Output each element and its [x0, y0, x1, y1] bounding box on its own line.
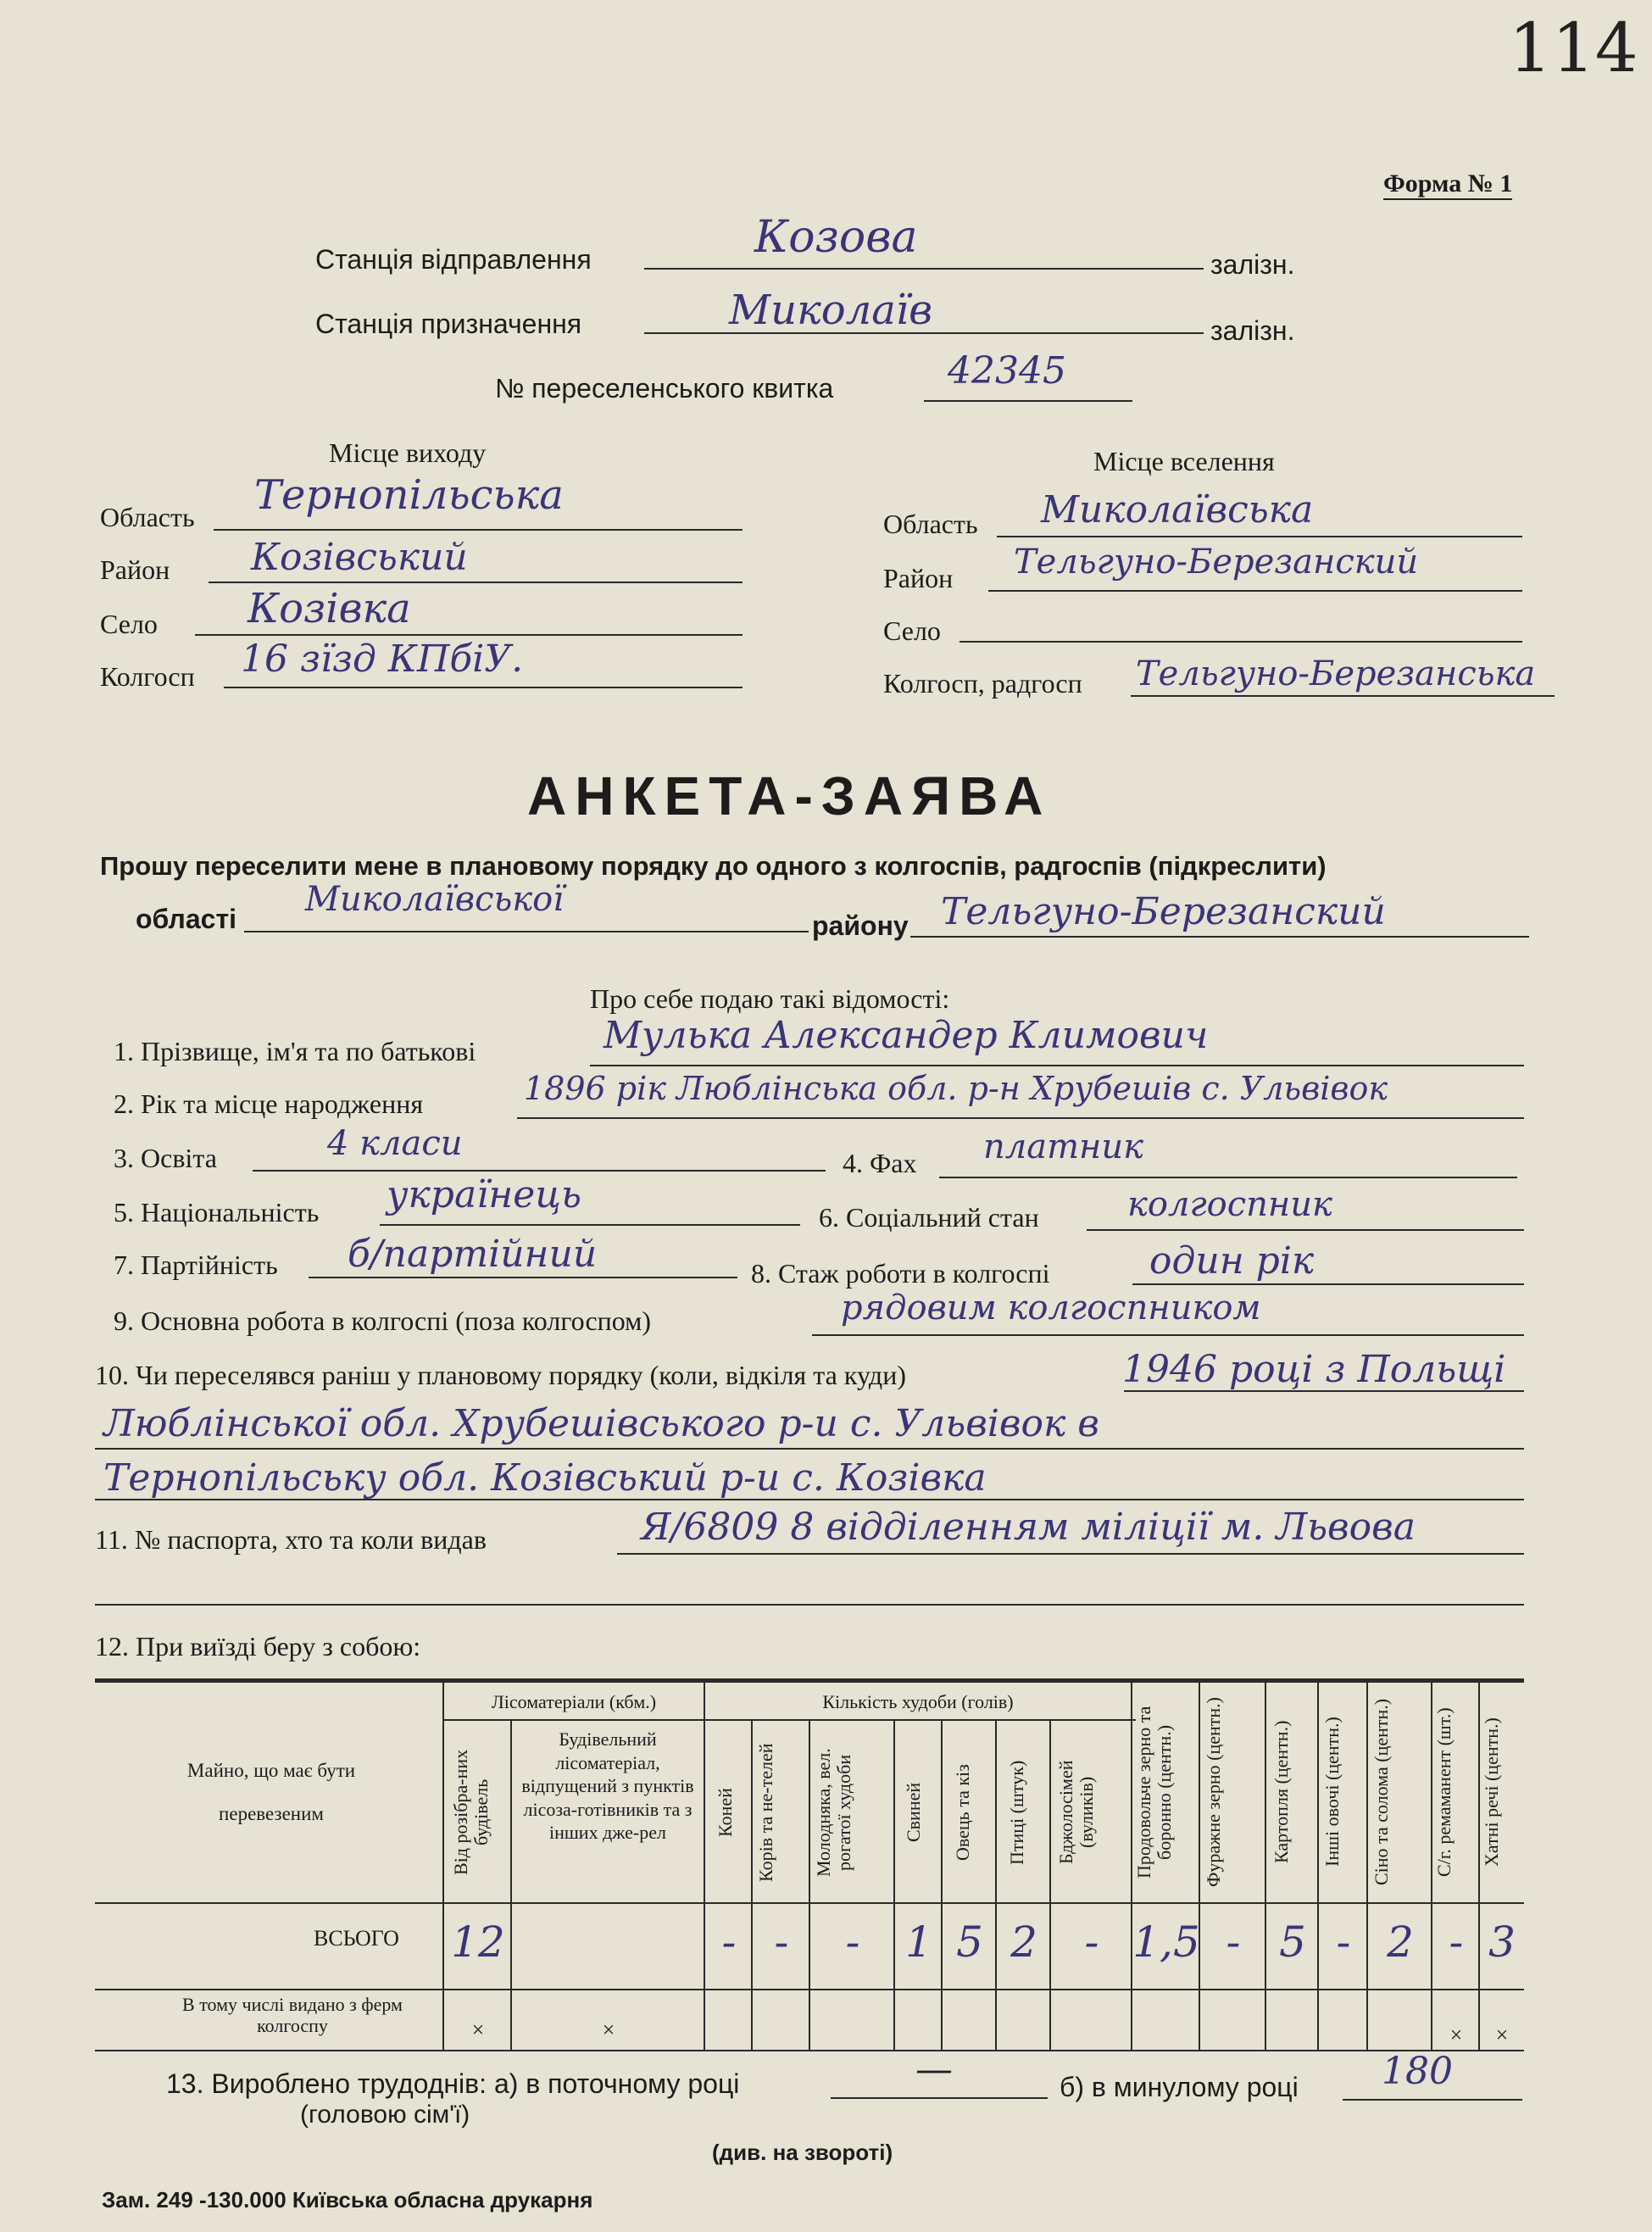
table-top-border	[95, 1678, 1524, 1683]
see-back-note: (див. на звороті)	[712, 2140, 893, 2165]
field-2-value: 1896 рік Люблінська обл. р-н Хрубешів с. Ульвівок	[524, 1070, 1388, 1107]
destination-raion-value: Тельгуно-Березанский	[1014, 543, 1419, 582]
field-2-label: 2. Рік та місце народження	[114, 1088, 424, 1119]
issued-mark-15: ×	[1449, 2023, 1463, 2047]
field-2-line	[517, 1117, 1524, 1119]
total-value-5: -	[845, 1918, 860, 1967]
request-oblast-label: області	[136, 904, 236, 934]
field-8-label: 8. Стаж роботи в колгоспі	[751, 1258, 1050, 1289]
origin-kolhosp-line	[224, 687, 743, 688]
field-11-label: 11. № паспорта, хто та коли видав	[95, 1524, 487, 1555]
col-food-grain-header: Продовольче зерно та боронно (центн.)	[1133, 1706, 1176, 1879]
destination-kolhosp-value: Тельгуно-Березанська	[1136, 654, 1536, 693]
col-divider-5	[809, 1721, 810, 2050]
col-horses-header: Коней	[715, 1788, 736, 1837]
field-11-value: Я/6809 8 відділенням міліції м. Львова	[641, 1506, 1416, 1549]
origin-raion-label: Район	[100, 554, 170, 585]
ticket-value: 42345	[948, 349, 1066, 392]
field-10-line-1	[1124, 1390, 1524, 1392]
workdays-prev-label: б) в минулому році	[1060, 2072, 1299, 2102]
col-divider-3	[704, 1680, 705, 2050]
field-7-value: б/партійний	[348, 1233, 598, 1276]
col-divider-1	[442, 1680, 444, 2050]
issued-mark-16: ×	[1495, 2023, 1509, 2047]
field-9-label: 9. Основна робота в колгоспі (поза колгоспом)	[114, 1305, 652, 1336]
field-6-label: 6. Соціальний стан	[819, 1202, 1039, 1233]
total-value-6: 1	[905, 1918, 932, 1967]
field-9-line	[812, 1334, 1524, 1336]
origin-raion-value: Козівський	[251, 536, 468, 579]
col-dismantled-header: Від розібра-них будівель	[450, 1749, 492, 1876]
issued-mark-1: ×	[471, 2018, 485, 2042]
field-8-value: один рік	[1149, 1239, 1315, 1283]
col-veg-header: Інші овочі (центн.)	[1321, 1717, 1343, 1867]
col-fodder-header: Фуражне зерно (центн.)	[1203, 1697, 1224, 1887]
field-6-value: колгоспник	[1127, 1185, 1332, 1224]
field-10-value-3: Тернопільську обл. Козівський р-и с. Козівка	[103, 1456, 987, 1500]
col-bees-header: Бджолосімей (вуликів)	[1055, 1760, 1098, 1865]
origin-title: Місце виходу	[329, 437, 487, 468]
field-6-line	[1087, 1229, 1524, 1231]
col-divider-13	[1317, 1680, 1319, 2050]
col-hay-header: Сіно та солома (центн.)	[1371, 1698, 1392, 1886]
total-value-3: -	[721, 1918, 737, 1967]
field-10-value-1: 1946 році з Польщі	[1122, 1348, 1506, 1391]
col-divider-12	[1265, 1680, 1266, 2050]
ticket-line	[924, 400, 1132, 402]
destination-oblast-line	[997, 536, 1522, 537]
departure-station-label: Станція відправлення	[315, 244, 592, 275]
total-value-4: -	[774, 1918, 789, 1967]
printer-imprint: Зам. 249 -130.000 Київська обласна друкарня	[102, 2187, 593, 2213]
total-value-9: -	[1084, 1918, 1099, 1967]
total-value-13: -	[1336, 1918, 1351, 1967]
total-value-12: 5	[1279, 1918, 1306, 1967]
origin-selo-value: Козівка	[248, 585, 411, 632]
destination-title: Місце вселення	[1093, 446, 1275, 476]
field-10-line-2	[95, 1448, 1524, 1450]
field-5-label: 5. Національність	[114, 1197, 320, 1227]
destination-oblast-label: Область	[883, 509, 978, 539]
livestock-group-line	[705, 1719, 1136, 1721]
field-1-value: Мулька Александер Климович	[604, 1014, 1209, 1057]
departure-railway-suffix: залізн.	[1210, 249, 1295, 280]
col-divider-10	[1131, 1680, 1132, 2050]
field-4-value: платник	[983, 1127, 1144, 1166]
col-property-header: Майно, що має бути перевезеним	[186, 1760, 356, 1824]
field-3-value: 4 класи	[327, 1124, 463, 1163]
field-10-value-2: Люблінської обл. Хрубешівського р-и с. Ульвівок в	[103, 1402, 1099, 1445]
field-3-line	[253, 1170, 826, 1172]
destination-railway-suffix: залізн.	[1210, 315, 1295, 346]
origin-kolhosp-label: Колгосп	[100, 661, 195, 692]
col-poultry-header: Птиці (штук)	[1006, 1760, 1027, 1865]
col-divider-11	[1199, 1680, 1200, 2050]
field-5-line	[380, 1224, 800, 1226]
col-building-material-header: Будівельний лісоматеріал, відпущений з пунктів лісоза-готівників та з інших дже-рел	[521, 1728, 694, 1843]
col-cows-header: Корів та не-телей	[755, 1743, 776, 1882]
issued-mark-2: ×	[602, 2018, 615, 2042]
origin-selo-label: Село	[100, 609, 158, 639]
departure-station-line	[644, 268, 1204, 270]
total-value-16: 3	[1488, 1918, 1516, 1967]
total-value-10: 1,5	[1132, 1918, 1200, 1967]
request-oblast-value: Миколаївської	[305, 880, 565, 919]
destination-kolhosp-line	[1131, 695, 1555, 697]
total-value-11: -	[1226, 1918, 1241, 1967]
ticket-label: № переселенського квитка	[495, 373, 834, 404]
form-title: АНКЕТА-ЗАЯВА	[527, 765, 1052, 827]
field-1-line	[590, 1065, 1524, 1066]
field-8-line	[1132, 1283, 1524, 1285]
field-7-label: 7. Партійність	[114, 1250, 278, 1280]
field-9-value: рядовим колгоспником	[841, 1289, 1261, 1328]
field-4-line	[939, 1177, 1517, 1178]
request-raion-label: району	[812, 910, 909, 941]
col-divider-8	[995, 1721, 997, 2050]
field-11-line-1	[617, 1553, 1524, 1555]
row-issued-label: В тому числі видано з ферм колгоспу	[182, 1994, 403, 2037]
workdays-current-value: —	[915, 2048, 953, 2091]
workdays-current-line	[831, 2097, 1048, 2099]
field-10-label: 10. Чи переселявся раніш у плановому порядку (коли, відкіля та куди)	[95, 1360, 906, 1390]
table-bottom	[95, 2050, 1524, 2051]
destination-raion-label: Район	[883, 563, 954, 593]
workdays-prev-line	[1343, 2099, 1522, 2101]
lumber-group-header: Лісоматеріали (кбм.)	[491, 1691, 657, 1712]
col-young-header: Молодняка, вел. рогатої худоби	[813, 1748, 855, 1877]
field-3-label: 3. Освіта	[114, 1143, 217, 1173]
info-intro: Про себе подаю такі відомості:	[590, 983, 950, 1014]
workdays-prev-value: 180	[1382, 2050, 1453, 2093]
total-value-7: 5	[956, 1918, 983, 1967]
request-raion-line	[910, 936, 1529, 938]
col-pigs-header: Свиней	[903, 1782, 924, 1843]
col-household-header: Хатні речі (центн.)	[1481, 1717, 1502, 1867]
col-sheep-header: Овець та кіз	[952, 1764, 973, 1861]
destination-oblast-value: Миколаївська	[1041, 488, 1314, 532]
form-number-label: Форма № 1	[1383, 170, 1512, 200]
page-number: 114	[1509, 8, 1638, 87]
origin-oblast-line	[214, 529, 743, 531]
destination-raion-line	[988, 590, 1522, 592]
total-value-8: 2	[1010, 1918, 1037, 1967]
request-oblast-line	[244, 931, 809, 932]
workdays-sub: (головою сім'ї)	[300, 2101, 470, 2129]
field-12-label: 12. При виїзді беру з собою:	[95, 1631, 421, 1661]
col-divider-14	[1366, 1680, 1368, 2050]
field-4-label: 4. Фах	[843, 1148, 917, 1178]
col-potato-header: Картопля (центн.)	[1271, 1720, 1292, 1864]
col-divider-2	[510, 1721, 512, 2050]
request-line: Прошу переселити мене в плановому порядку до одного з колгоспів, радгоспів (підкреслити)	[100, 851, 1327, 881]
field-10-line-3	[95, 1499, 1524, 1500]
field-1-label: 1. Прізвище, ім'я та по батькові	[114, 1036, 476, 1066]
destination-station-value: Миколаїв	[729, 287, 933, 334]
origin-oblast-value: Тернопільська	[254, 471, 564, 519]
destination-selo-label: Село	[883, 615, 941, 646]
origin-raion-line	[209, 582, 743, 583]
col-divider-6	[893, 1721, 895, 2050]
total-value-15: -	[1449, 1918, 1464, 1967]
departure-station-value: Козова	[754, 212, 918, 263]
col-divider-7	[941, 1721, 943, 2050]
destination-station-label: Станція призначення	[315, 309, 582, 339]
origin-oblast-label: Область	[100, 502, 195, 532]
field-7-line	[309, 1277, 737, 1278]
workdays-label: 13. Вироблено трудоднів: а) в поточному році	[166, 2068, 740, 2099]
request-raion-value: Тельгуно-Березанский	[941, 890, 1386, 933]
destination-selo-line	[959, 641, 1522, 643]
col-divider-9	[1049, 1721, 1051, 2050]
total-value-1: 12	[451, 1918, 505, 1967]
col-divider-16	[1478, 1680, 1480, 2050]
col-tools-header: С/г. ремаманент (шт.)	[1433, 1707, 1455, 1877]
total-value-14: 2	[1387, 1918, 1414, 1967]
field-5-value: українець	[387, 1173, 581, 1216]
lumber-group-line	[444, 1719, 705, 1721]
col-divider-4	[751, 1721, 753, 2050]
field-11-line-2	[95, 1604, 1524, 1606]
col-divider-15	[1431, 1680, 1432, 2050]
destination-kolhosp-label: Колгосп, радгосп	[883, 668, 1082, 699]
row-total-label: ВСЬОГО	[314, 1926, 399, 1951]
origin-selo-line	[195, 634, 743, 636]
origin-kolhosp-value: 16 зїзд КПбіУ.	[241, 637, 524, 681]
livestock-group-header: Кількість худоби (голів)	[822, 1691, 1014, 1712]
